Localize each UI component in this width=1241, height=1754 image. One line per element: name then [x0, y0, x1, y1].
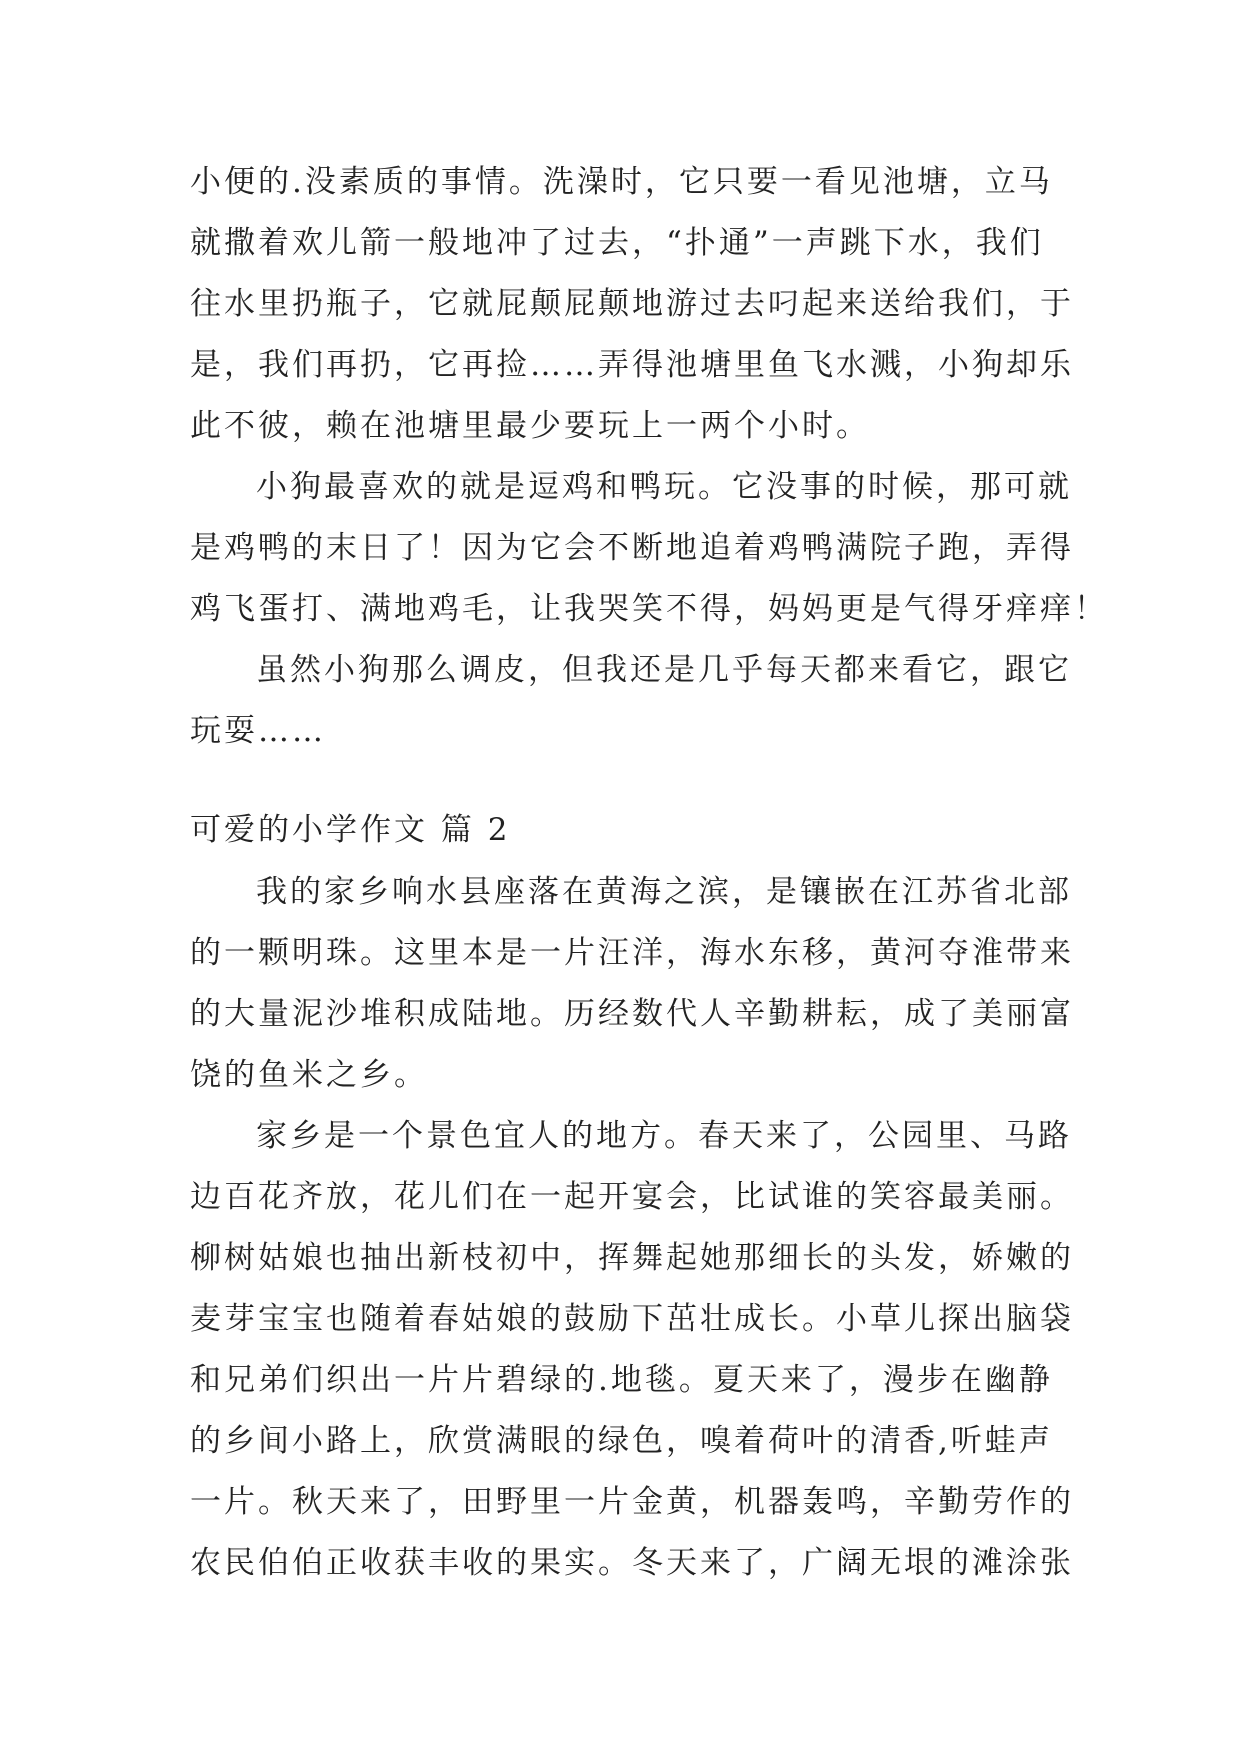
essay-2-heading: 可爱的小学作文 篇 2	[190, 812, 511, 848]
text-line: 麦芽宝宝也随着春姑娘的鼓励下茁壮成长。小草儿探出脑袋	[190, 1301, 1074, 1337]
paragraph-start-line: 虽然小狗那么调皮，但我还是几乎每天都来看它，跟它	[256, 652, 1072, 688]
text-line: 农民伯伯正收获丰收的果实。冬天来了，广阔无垠的滩涂张	[190, 1545, 1074, 1581]
essay-2-text	[190, 862, 1074, 1594]
text-line: 是，我们再扔，它再捡……弄得池塘里鱼飞水溅，小狗却乐	[190, 347, 1074, 383]
text-line: 玩耍……	[190, 713, 326, 749]
paragraph-start-line: 我的家乡响水县座落在黄海之滨，是镶嵌在江苏省北部	[256, 874, 1072, 910]
text-line: 小便的.没素质的事情。洗澡时，它只要一看见池塘，立马	[190, 164, 1053, 200]
text-line: 此不彼，赖在池塘里最少要玩上一两个小时。	[190, 408, 870, 444]
paragraph-start-line: 小狗最喜欢的就是逗鸡和鸭玩。它没事的时候，那可就	[256, 469, 1072, 505]
text-line: 一片。秋天来了，田野里一片金黄，机器轰鸣，辛勤劳作的	[190, 1484, 1074, 1520]
paragraph-start-line: 家乡是一个景色宜人的地方。春天来了，公园里、马路	[256, 1118, 1072, 1154]
text-line: 就撒着欢儿箭一般地冲了过去，“扑通”一声跳下水，我们	[190, 225, 1044, 261]
text-line: 鸡飞蛋打、满地鸡毛，让我哭笑不得，妈妈更是气得牙痒痒！	[190, 591, 1108, 627]
text-line: 的一颗明珠。这里本是一片汪洋，海水东移，黄河夺淮带来	[190, 935, 1074, 971]
text-line: 饶的鱼米之乡。	[190, 1057, 428, 1093]
text-line: 边百花齐放，花儿们在一起开宴会，比试谁的笑容最美丽。	[190, 1179, 1074, 1215]
text-line: 的大量泥沙堆积成陆地。历经数代人辛勤耕耘，成了美丽富	[190, 996, 1074, 1032]
essay-1-text	[190, 152, 1108, 762]
text-line: 往水里扔瓶子，它就屁颠屁颠地游过去叼起来送给我们，于	[190, 286, 1074, 322]
text-line: 是鸡鸭的末日了！因为它会不断地追着鸡鸭满院子跑，弄得	[190, 530, 1074, 566]
text-line: 的乡间小路上，欣赏满眼的绿色，嗅着荷叶的清香,听蛙声	[190, 1423, 1053, 1459]
text-line: 和兄弟们织出一片片碧绿的.地毯。夏天来了，漫步在幽静	[190, 1362, 1053, 1398]
text-line: 柳树姑娘也抽出新枝初中，挥舞起她那细长的头发，娇嫩的	[190, 1240, 1074, 1276]
